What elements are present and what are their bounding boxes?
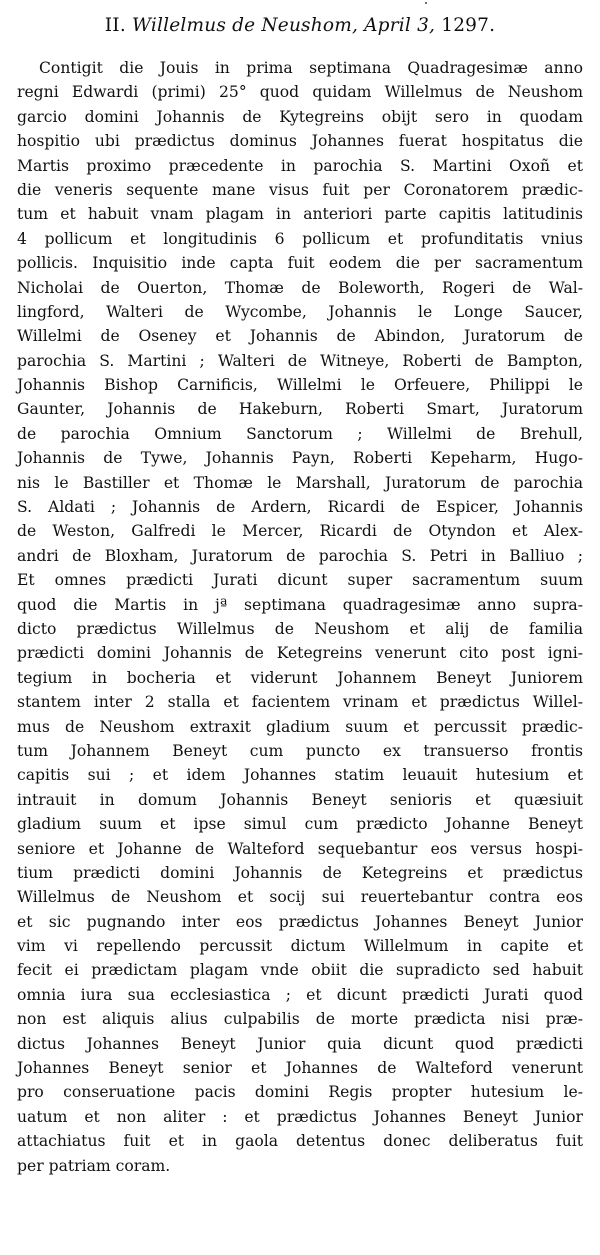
text-line: tium prædicti domini Johannis de Ketegreins et prædictus [17, 863, 583, 882]
text-line: mus de Neushom extraxit gladium suum et percussit prædic- [17, 717, 583, 736]
text-line: vim vi repellendo percussit dictum Willelmum in capite et [17, 937, 583, 956]
text-line: tum Johannem Beneyt cum puncto ex transuerso frontis [17, 741, 583, 760]
text-line: 4 pollicum et longitudinis 6 pollicum et profunditatis vnius [17, 229, 583, 248]
text-line: Gaunter, Johannis de Hakeburn, Roberti Smart, Juratorum [17, 400, 583, 419]
ink-dot [425, 2, 427, 4]
text-line: pro conseruatione pacis domini Regis propter hutesium le- [17, 1083, 583, 1102]
text-line: garcio domini Johannis de Kytegreins obijt sero in quodam [17, 107, 583, 126]
text-line: non est aliquis alius culpabilis de morte prædicta nisi præ- [17, 1010, 583, 1029]
text-line: Willelmi de Oseney et Johannis de Abindon, Juratorum de [17, 327, 583, 346]
text-line: Et omnes prædicti Jurati dicunt super sacramentum suum [17, 571, 583, 590]
text-line: S. Aldati ; Johannis de Ardern, Ricardi de Espicer, Johannis [17, 498, 583, 517]
text-line: quod die Martis in jª septimana quadragesimæ anno supra- [17, 595, 583, 614]
entry-number: II. [104, 15, 126, 36]
text-line: gladium suum et ipse simul cum prædicto Johanne Beneyt [17, 815, 583, 834]
text-line: fecit ei prædictam plagam vnde obiit die supradicto sed habuit [17, 961, 583, 980]
text-line: uatum et non aliter : et prædictus Johannes Beneyt Junior [17, 1107, 583, 1126]
text-line: regni Edwardi (primi) 25° quod quidam Willelmus de Neushom [17, 83, 583, 102]
text-line: prædicti domini Johannis de Ketegreins venerunt cito post igni- [17, 644, 583, 663]
text-line: per patriam coram. [17, 1156, 171, 1175]
text-line: Johannes Beneyt senior et Johannes de Walteford venerunt [17, 1059, 583, 1078]
text-line: lingford, Walteri de Wycombe, Johannis le Longe Saucer, [17, 302, 583, 321]
text-line: tum et habuit vnam plagam in anteriori parte capitis latitudinis [17, 205, 583, 224]
text-line: Willelmus de Neushom et socij sui reuertebantur contra eos [17, 888, 583, 907]
text-line: Johannis de Tywe, Johannis Payn, Roberti Kepeharm, Hugo- [17, 449, 583, 468]
text-line: hospitio ubi prædictus dominus Johannes fuerat hospitatus die [17, 132, 583, 151]
entry-heading [0, 14, 600, 38]
text-line: die veneris sequente mane visus fuit per Coronatorem prædic- [17, 180, 583, 199]
text-line: intrauit in domum Johannis Beneyt senioris et quæsiuit [17, 790, 583, 809]
entry-body [17, 56, 583, 1178]
text-line: stantem inter 2 stalla et facientem vrinam et prædictus Willel- [17, 693, 583, 712]
entry-year: 1297. [441, 15, 496, 36]
text-line: andri de Bloxham, Juratorum de parochia S. Petri in Balliuo ; [17, 546, 583, 565]
text-line: nis le Bastiller et Thomæ le Marshall, Juratorum de parochia [17, 473, 583, 492]
entry-date: April 3, [364, 15, 436, 36]
text-line: dicto prædictus Willelmus de Neushom et alij de familia [17, 619, 583, 638]
text-line: capitis sui ; et idem Johannes statim leuauit hutesium et [17, 766, 583, 785]
text-line: omnia iura sua ecclesiastica ; et dicunt prædicti Jurati quod [17, 985, 583, 1004]
text-line: Johannis Bishop Carnificis, Willelmi le Orfeuere, Philippi le [17, 376, 583, 395]
text-line: seniore et Johanne de Walteford sequebantur eos versus hospi- [17, 839, 583, 858]
text-line: et sic pugnando inter eos prædictus Johannes Beneyt Junior [17, 912, 583, 931]
text-line: attachiatus fuit et in gaola detentus donec deliberatus fuit [17, 1132, 583, 1151]
text-line: Nicholai de Ouerton, Thomæ de Boleworth, Rogeri de Wal- [17, 278, 583, 297]
text-line: Martis proximo præcedente in parochia S. Martini Oxoñ et [17, 156, 583, 175]
entry-name: Willelmus de Neushom, [132, 15, 359, 36]
text-line: de Weston, Galfredi le Mercer, Ricardi de Otyndon et Alex- [17, 522, 583, 541]
text-line: Contigit die Jouis in prima septimana Quadragesimæ anno [39, 59, 583, 77]
text-line: dictus Johannes Beneyt Junior quia dicunt quod prædicti [17, 1034, 583, 1053]
text-line: parochia S. Martini ; Walteri de Witneye, Roberti de Bampton, [17, 351, 583, 370]
text-line: pollicis. Inquisitio inde capta fuit eodem die per sacramentum [17, 254, 583, 273]
text-line: tegium in bocheria et viderunt Johannem Beneyt Juniorem [17, 668, 583, 687]
text-line: de parochia Omnium Sanctorum ; Willelmi de Brehull, [17, 424, 583, 443]
